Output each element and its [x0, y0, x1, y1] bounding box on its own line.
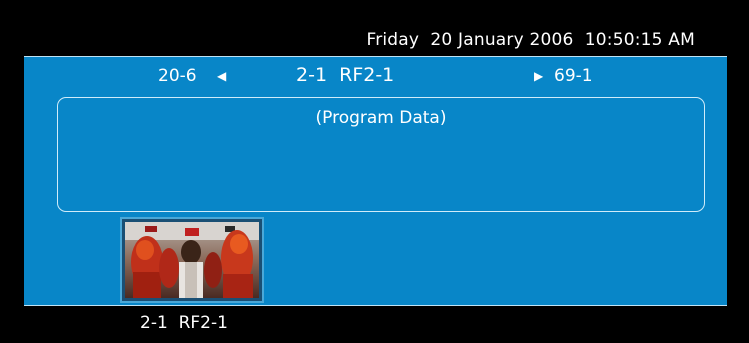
preview-caption: 2-1 RF2-1 [140, 313, 228, 333]
date-time-display: Friday 20 January 2006 10:50:15 AM [366, 30, 695, 50]
right-arrow-icon[interactable]: ▶ [534, 69, 544, 83]
current-channel: 2-1 RF2-1 [296, 64, 395, 86]
program-data-text: (Program Data) [315, 108, 447, 128]
left-arrow-icon[interactable]: ◀ [217, 69, 227, 83]
next-channel[interactable]: 69-1 [554, 66, 593, 86]
epg-panel [24, 56, 727, 306]
preview-image [125, 222, 259, 298]
program-info-box [57, 97, 705, 212]
channel-navigation [24, 63, 727, 91]
channel-preview-thumbnail[interactable] [120, 217, 264, 303]
previous-channel[interactable]: 20-6 [158, 66, 197, 86]
